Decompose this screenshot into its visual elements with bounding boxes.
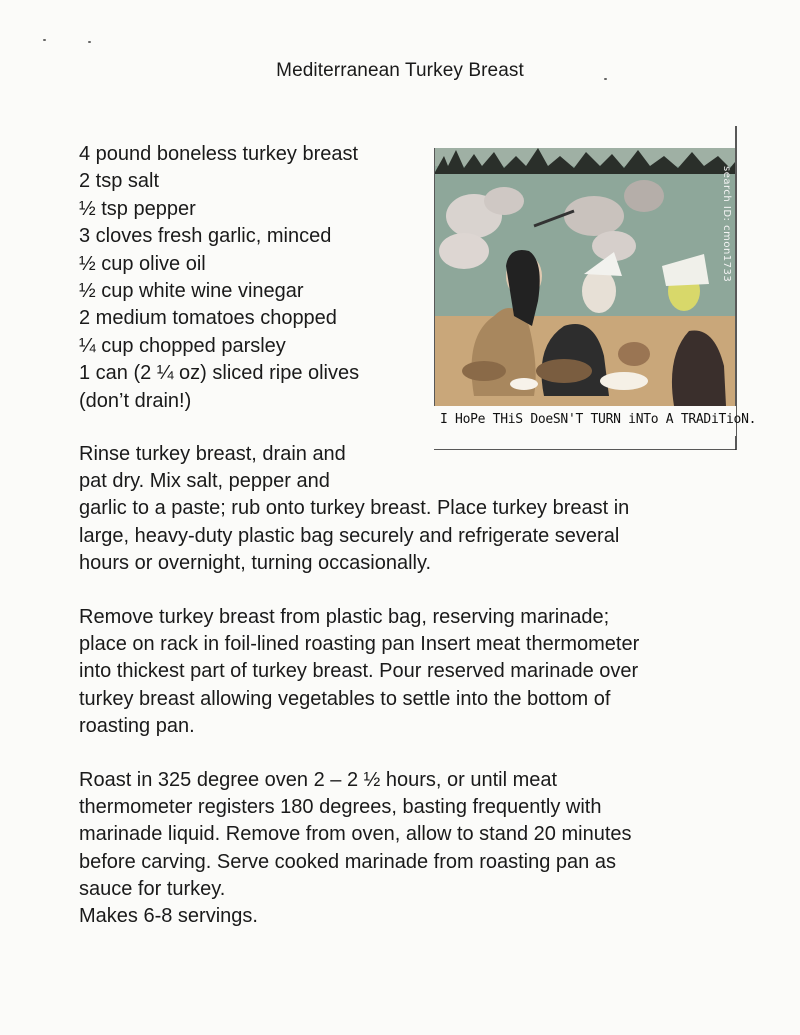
- ingredient-item: (don’t drain!): [79, 389, 192, 412]
- paragraph-line: large, heavy-duty plastic bag securely and refrigerate several: [79, 524, 620, 547]
- scan-speck: [43, 39, 46, 41]
- cartoon-illustration: [434, 126, 757, 450]
- ingredient-item: ½ cup white wine vinegar: [79, 280, 304, 303]
- paragraph-line: sauce for turkey.: [79, 877, 226, 900]
- paragraph-line: Remove turkey breast from plastic bag, reserving marinade;: [79, 606, 610, 628]
- paragraph-line: thermometer registers 180 degrees, basting frequently with: [79, 796, 602, 819]
- paragraph-line: marinade liquid. Remove from oven, allow to stand 20 minutes: [79, 823, 632, 846]
- paragraph-line: Rinse turkey breast, drain and: [79, 443, 346, 465]
- scan-speck: [604, 78, 607, 80]
- scan-speck: [88, 41, 91, 43]
- paragraph-line: place on rack in foil-lined roasting pan Insert meat thermometer: [79, 633, 640, 656]
- ingredient-item: 1 can (2 ¼ oz) sliced ripe olives: [79, 362, 360, 385]
- ingredient-item: 4 pound boneless turkey breast: [79, 143, 359, 165]
- ingredient-item: 2 medium tomatoes chopped: [79, 307, 337, 330]
- paragraph-line: garlic to a paste; rub onto turkey breast. Place turkey breast in: [79, 497, 630, 520]
- paragraph-line: into thickest part of turkey breast. Pour reserved marinade over: [79, 660, 639, 683]
- recipe-title: Mediterranean Turkey Breast: [276, 60, 524, 81]
- cartoon-credit: search ID: cmon1733: [721, 166, 732, 283]
- instructions-paragraph-3: [79, 767, 632, 930]
- cartoon-caption: I HoPe THiS DoeSN'T TURN iNTo A TRADiTioN.: [440, 412, 757, 427]
- ingredient-item: 3 cloves fresh garlic, minced: [79, 225, 332, 248]
- thanksgiving-cartoon: [434, 126, 757, 450]
- paragraph-line: turkey breast allowing vegetables to settle into the bottom of: [79, 687, 611, 710]
- instructions-paragraph-2: [79, 604, 639, 740]
- ingredient-list: [79, 141, 429, 415]
- instructions-paragraph-1: [79, 441, 629, 577]
- paragraph-line: Roast in 325 degree oven 2 – 2 ½ hours, or until meat: [79, 769, 558, 791]
- paragraph-line: hours or overnight, turning occasionally.: [79, 551, 432, 574]
- paragraph-line: pat dry. Mix salt, pepper and: [79, 470, 330, 493]
- ingredient-item: ½ tsp pepper: [79, 197, 196, 220]
- ingredient-item: 2 tsp salt: [79, 170, 160, 193]
- ingredient-item: ½ cup olive oil: [79, 252, 206, 275]
- servings-line: Makes 6-8 servings.: [79, 905, 258, 928]
- ingredient-item: ¼ cup chopped parsley: [79, 334, 286, 357]
- paragraph-line: before carving. Serve cooked marinade from roasting pan as: [79, 850, 616, 873]
- paragraph-line: roasting pan.: [79, 714, 195, 737]
